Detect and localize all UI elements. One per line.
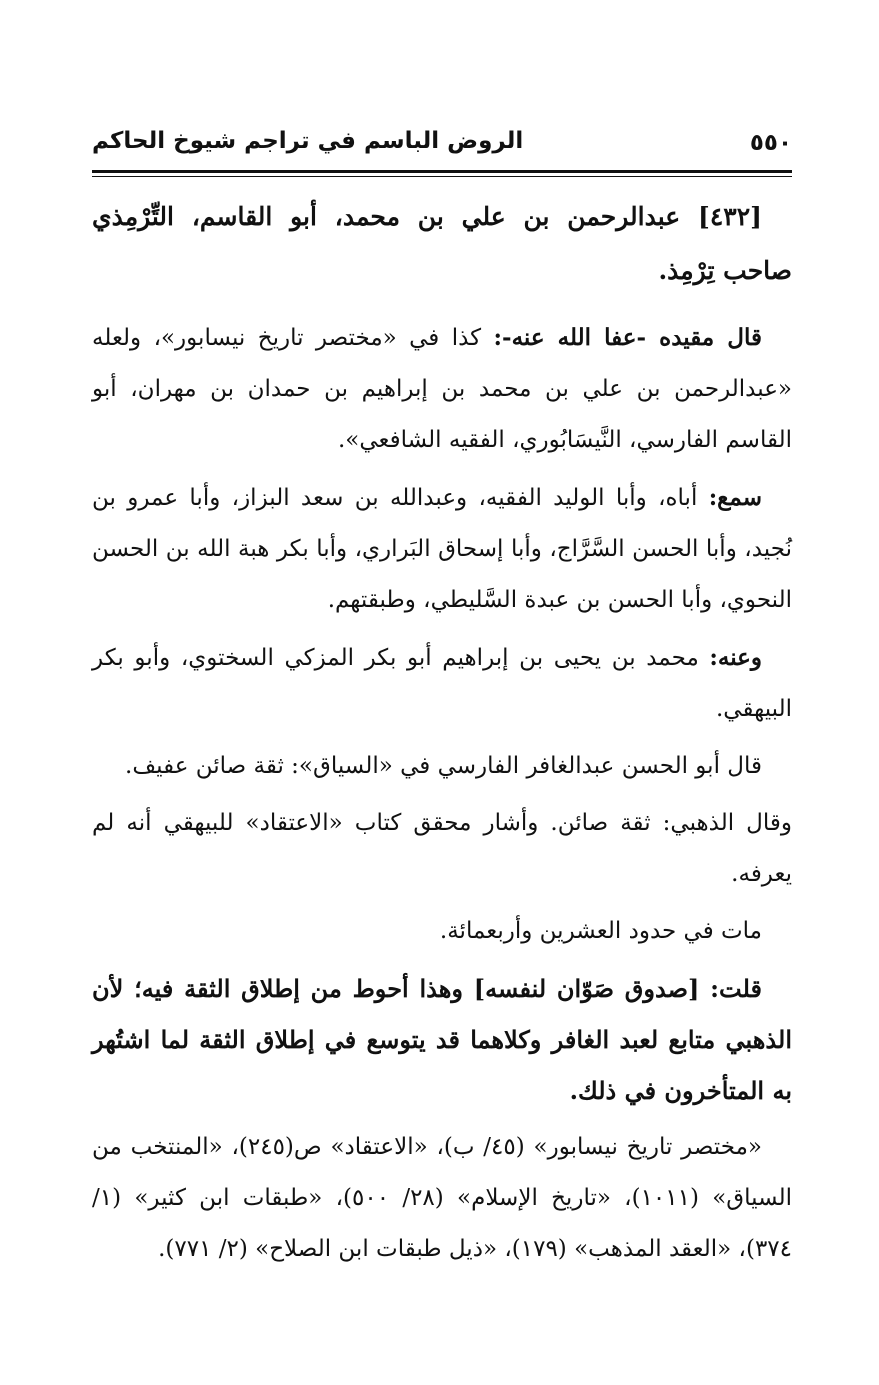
running-title: الروض الباسم في تراجم شيوخ الحاكم <box>92 128 524 154</box>
editor-note-paragraph <box>92 312 792 466</box>
references-paragraph: «مختصر تاريخ نيسابور» (٤٥/ ب)، «الاعتقاد» ص(٢٤٥)، «المنتخب من السياق» (١٠١١)، «تاريخ الإسلام» (٢٨/ ٥٠٠)، «طبقات ابن كثير» (١/ ٣٧٤)، «العقد المذهب» (١٧٩)، «ذيل طبقات ابن الصلاح» (٢/ ٧٧١). <box>92 1134 793 1262</box>
header-rule-thick <box>92 170 792 173</box>
assessment-dhahabi: وقال الذهبي: ثقة صائن. وأشار محقق كتاب «الاعتقاد» للبيهقي أنه لم يعرفه. <box>92 810 792 887</box>
page-body <box>92 190 792 1281</box>
editor-note-lead: قال مقيده -عفا الله عنه-: <box>493 324 762 351</box>
death-paragraph: مات في حدود العشرين وأربعمائة. <box>439 918 762 944</box>
header-rule-thin <box>92 176 792 177</box>
entry-heading: [٤٣٢] عبدالرحمن بن علي بن محمد، أبو القاسم، التِّرْمِذي صاحب تِرْمِذ. <box>92 202 792 285</box>
conclusion-paragraph: قلت: [صدوق صَوّان لنفسه] وهذا أحوط من إطلاق الثقة فيه؛ لأن الذهبي متابع لعبد الغافر وكلاهما قد يتوسع في إطلاق الثقة لما اشتُهر به المتأخرون في ذلك. <box>92 974 793 1105</box>
narrated-by-lead: وعنه: <box>709 644 762 671</box>
narrated-by-paragraph <box>92 632 792 735</box>
assessment-abd-alghafir: قال أبو الحسن عبدالغافر الفارسي في «السياق»: ثقة صائن عفيف. <box>125 753 762 779</box>
page-number: ٥٥٠ <box>749 130 792 156</box>
heard-from-lead: سمع: <box>708 484 762 511</box>
narrated-by-text: محمد بن يحيى بن إبراهيم أبو بكر المزكي السختوي، وأبو بكر البيهقي. <box>92 645 792 722</box>
heard-from-paragraph <box>92 472 792 626</box>
heard-from-text: أباه، وأبا الوليد الفقيه، وعبدالله بن سعد البزاز، وأبا عمرو بن نُجيد، وأبا الحسن السَّرَّاج، وأبا إسحاق البَراري، وأبا بكر هبة الله بن الحسن النحوي، وأبا الحسن بن عبدة السَّليطي، وطبقتهم. <box>92 485 792 613</box>
editor-note-text: كذا في «مختصر تاريخ نيسابور»، ولعله «عبدالرحمن بن علي بن محمد بن إبراهيم بن حمدان بن مهران، أبو القاسم الفارسي، النَّيسَابُوري، الفقيه الشافعي». <box>92 325 792 453</box>
page-header <box>92 122 792 166</box>
